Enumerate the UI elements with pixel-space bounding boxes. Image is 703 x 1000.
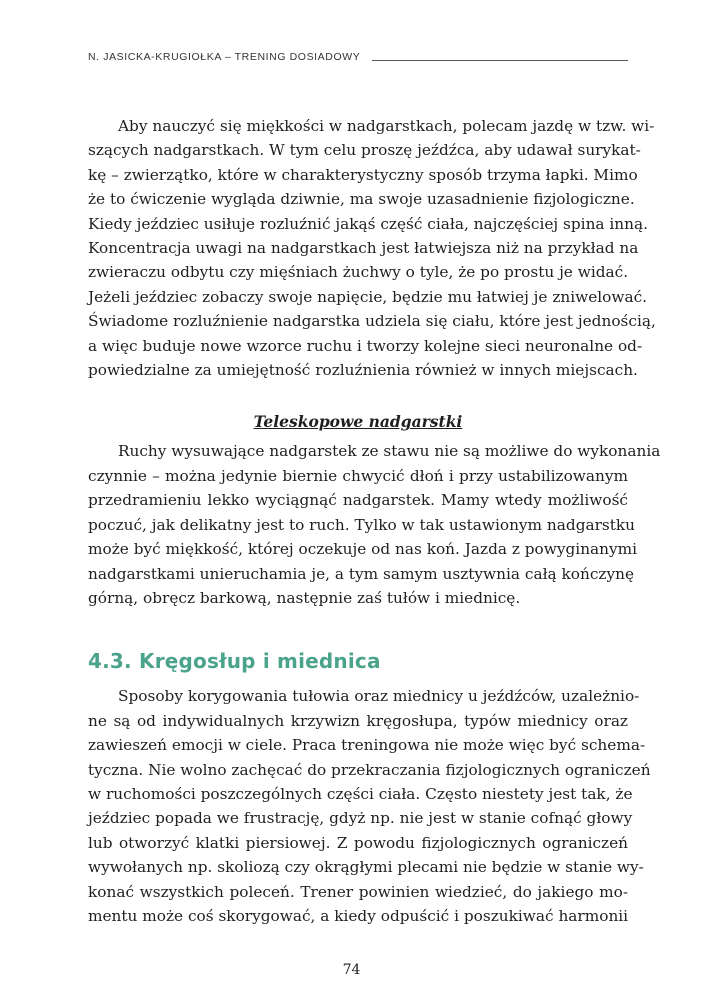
text-line: Sposoby korygowania tułowia oraz miednicy u jeźdźców, uzależnio- [118,687,640,706]
text-line: Aby nauczyć się miękkości w nadgarstkach, polecam jazdę w tzw. wi- [118,117,655,135]
paragraph-spine-pelvis [88,684,651,928]
text-line: może być miękkość, której oczekuje od nas koń. Jazda z powyginanymi [88,540,638,559]
subheading: Teleskopowe nadgarstki [253,412,463,432]
text-line: Kiedy jeździec usiłuje rozluźnić jakąś część ciała, najczęściej spina inną. [88,214,648,233]
text-line: w ruchomości poszczególnych części ciała. Często niestety jest tak, że [88,784,633,803]
page-number: 74 [342,962,361,978]
text-line: że to ćwiczenie wygląda dziwnie, ma swoje uzasadnienie fizjologiczne. [88,190,635,209]
text-line: jeździec popada we frustrację, gdyż np. nie jest w stanie cofnąć głowy [88,809,633,828]
text-line: tyczna. Nie wolno zachęcać do przekraczania fizjologicznych ograniczeń [88,760,651,779]
text-line: nadgarstkami unieruchamia je, a tym samym usztywnia całą kończynę [88,564,635,583]
text-line: górną, obręcz barkową, następnie zaś tułów i miednicę. [88,588,521,607]
text-line: poczuć, jak delikatny jest to ruch. Tylko w tak ustawionym nadgarstku [88,515,636,534]
text-line: a więc buduje nowe wzorce ruchu i tworzy kolejne sieci neuronalne od- [88,336,643,355]
running-header [88,47,628,67]
paragraph-telescopic-wrists [88,439,661,610]
paragraph-wrist-softness [88,114,656,382]
text-line: zwieraczu odbytu czy mięśniach żuchwy o tyle, że po prostu je widać. [88,263,629,282]
text-line: kę – zwierzątko, które w charakterystyczny sposób trzyma łapki. Mimo [88,165,638,184]
text-line: ne są od indywidualnych krzywizn kręgosłupa, typów miednicy oraz [88,711,628,730]
text-line: Świadome rozluźnienie nadgarstka udziela się ciału, które jest jednością, [88,312,656,331]
section-heading: 4.3. Kręgosłup i miednica [88,649,381,674]
text-line: czynnie – można jedynie biernie chwycić dłoń i przy ustabilizowanym [88,466,628,485]
text-line: szących nadgarstkach. W tym celu proszę jeźdźca, aby udawał surykat- [88,141,641,160]
text-line: mentu może coś skorygować, a kiedy odpuścić i poszukiwać harmonii [88,906,629,925]
text-line: przedramieniu lekko wyciągnąć nadgarstek. Mamy wtedy możliwość [88,491,628,510]
text-line: Jeżeli jeździec zobaczy swoje napięcie, będzie mu łatwiej je zniwelować. [88,287,648,306]
text-line: Ruchy wysuwające nadgarstek ze stawu nie są możliwe do wykonania [118,442,661,461]
text-line: Koncentracja uwagi na nadgarstkach jest łatwiejsza niż na przykład na [88,239,639,258]
text-line: konać wszystkich poleceń. Trener powinien wiedzieć, do jakiego mo- [88,882,628,901]
text-line: lub otworzyć klatki piersiowej. Z powodu fizjologicznych ograniczeń [88,833,628,852]
header-rule [372,60,628,61]
text-line: zawieszeń emocji w ciele. Praca treningowa nie może więc być schema- [88,736,646,755]
page-body [88,114,661,928]
text-line: wywołanych np. skoliozą czy okrągłymi plecami nie będzie w stanie wy- [88,858,644,877]
running-title: N. JASICKA-KRUGIOŁKA – TRENING DOSIADOWY [88,51,361,63]
text-line: powiedzialne za umiejętność rozluźnienia również w innych miejscach. [88,361,638,380]
